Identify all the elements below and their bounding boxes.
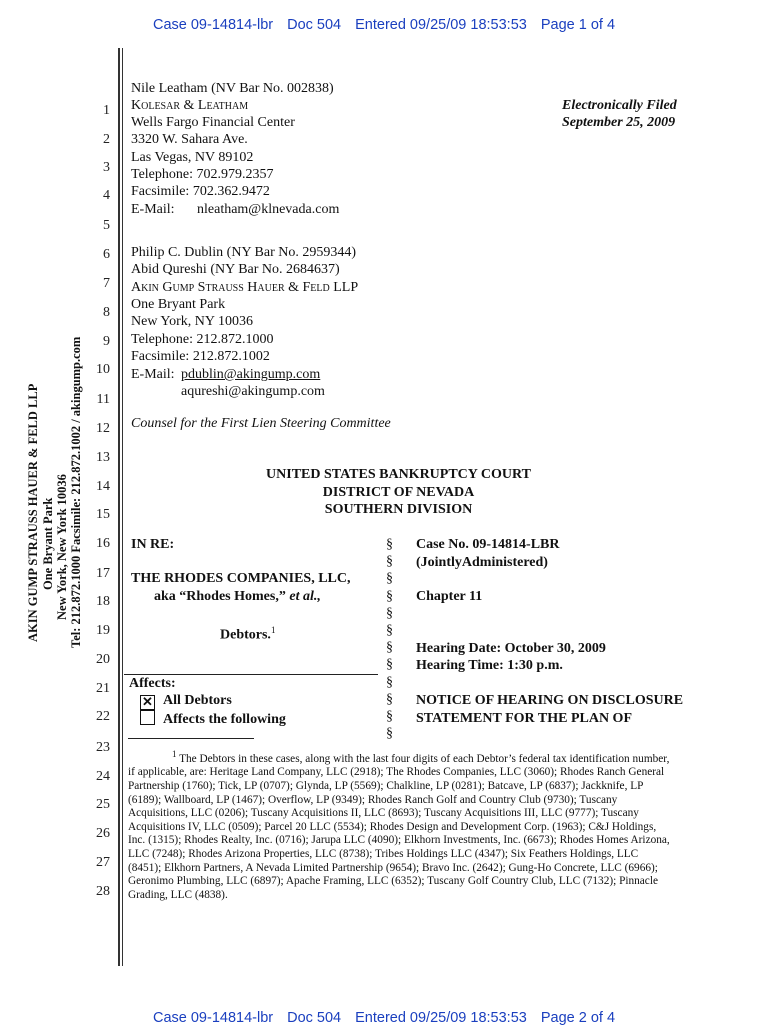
filed-date: September 25, 2009	[562, 115, 676, 130]
counsel1-building: Wells Fargo Financial Center	[131, 115, 295, 130]
section-symbol: §	[386, 709, 393, 724]
line-number: 16	[96, 536, 110, 551]
sidebar-address2: New York, New York 10036	[55, 474, 69, 620]
section-symbol: §	[386, 691, 393, 707]
footnote-mark: 1	[172, 749, 177, 759]
counsel2-email-label: E-Mail:	[131, 367, 175, 382]
counsel1-fax: Facsimile: 702.362.9472	[131, 184, 270, 199]
court-name: UNITED STATES BANKRUPTCY COURT	[266, 467, 531, 482]
line-number: 14	[96, 479, 110, 494]
notice-title-1: NOTICE OF HEARING ON DISCLOSURE	[416, 693, 684, 708]
notice-title-2: STATEMENT FOR THE PLAN OF	[416, 711, 632, 726]
entered-date: Entered 09/25/09 18:53:53	[355, 17, 527, 33]
court-district: DISTRICT OF NEVADA	[322, 485, 475, 500]
sidebar-address1: One Bryant Park	[41, 497, 55, 590]
counsel1-firm: Kolesar & Leatham	[131, 98, 249, 113]
docket-header	[0, 17, 768, 33]
line-number: 20	[96, 652, 110, 667]
next-entered-date: Entered 09/25/09 18:53:53	[355, 1010, 527, 1026]
counsel2-email2[interactable]: aqureshi@akingump.com	[181, 384, 325, 399]
all-debtors-label: All Debtors	[163, 693, 232, 708]
line-number: 27	[96, 855, 110, 870]
counsel2-street: One Bryant Park	[131, 297, 226, 312]
line-number: 2	[103, 132, 110, 147]
counsel2-fax: Facsimile: 212.872.1002	[131, 349, 270, 364]
footnote	[128, 748, 673, 902]
all-debtors-option[interactable]	[140, 692, 232, 710]
line-number: 4	[103, 188, 110, 203]
et-al: et al.,	[289, 589, 321, 604]
line-number: 17	[96, 566, 110, 581]
counsel2-city: New York, NY 10036	[131, 314, 253, 329]
line-number: 10	[96, 362, 110, 377]
debtor-company: THE RHODES COMPANIES, LLC,	[131, 571, 351, 586]
line-number: 7	[103, 276, 110, 291]
case-no: Case No. 09-14814-LBR	[416, 537, 560, 552]
footnote-ref: 1	[270, 625, 276, 635]
section-symbol: §	[386, 657, 393, 673]
section-symbol: §	[386, 623, 393, 638]
sidebar-contact: Tel: 212.872.1000 Facsimile: 212.872.1002 / akingump.com	[69, 336, 83, 648]
line-number: 28	[96, 884, 110, 899]
section-symbol: §	[386, 605, 393, 621]
sidebar-firm: AKIN GUMP STRAUSS HAUER & FELD LLP	[26, 383, 40, 642]
debtor-aka	[154, 588, 321, 605]
aka-text: aka “Rhodes Homes,”	[154, 589, 286, 604]
footnote-rule	[128, 738, 254, 739]
counsel1-email-label: E-Mail:	[131, 202, 175, 217]
section-symbol: §	[386, 640, 393, 656]
next-doc-number: Doc 504	[287, 1010, 342, 1026]
counsel1-email[interactable]: nleatham@klnevada.com	[197, 202, 340, 217]
line-number: 15	[96, 507, 110, 522]
debtors-label	[220, 622, 275, 644]
counsel1-phone: Telephone: 702.979.2357	[131, 167, 274, 182]
affects-following-checkbox[interactable]	[140, 710, 155, 725]
line-number: 21	[96, 681, 110, 696]
line-number: 23	[96, 740, 110, 755]
section-symbol: §	[386, 674, 393, 690]
court-division: SOUTHERN DIVISION	[324, 502, 473, 517]
line-number: 18	[96, 594, 110, 609]
hearing-date: Hearing Date: October 30, 2009	[416, 641, 606, 656]
next-page-number: Page 2 of 4	[540, 1010, 616, 1026]
line-number: 5	[103, 218, 110, 233]
section-symbol: §	[386, 571, 393, 587]
line-number: 8	[103, 305, 110, 320]
all-debtors-checkbox[interactable]: ✕	[140, 695, 155, 710]
affects-following-label: Affects the following	[163, 712, 286, 727]
counsel1-city: Las Vegas, NV 89102	[131, 150, 254, 165]
counsel2-name2: Abid Qureshi (NY Bar No. 2684637)	[131, 262, 340, 277]
line-number: 1	[103, 103, 110, 118]
affects-following-option[interactable]	[140, 710, 286, 728]
section-symbol: §	[386, 726, 393, 742]
counsel2-name1: Philip C. Dublin (NY Bar No. 2959344)	[131, 245, 357, 260]
in-re: IN RE:	[131, 537, 175, 552]
debtors-text: Debtors.	[220, 627, 271, 643]
jointly-administered: (JointlyAdministered)	[416, 555, 548, 570]
line-number: 19	[96, 623, 110, 638]
line-number: 25	[96, 797, 110, 812]
counsel2-firm: Akin Gump Strauss Hauer & Feld LLP	[131, 280, 359, 295]
line-number: 12	[96, 421, 110, 436]
next-case-number: Case 09-14814-lbr	[152, 1010, 274, 1026]
section-symbol: §	[386, 588, 393, 604]
line-number: 3	[103, 160, 110, 175]
case-number: Case 09-14814-lbr	[152, 17, 274, 33]
line-number: 6	[103, 247, 110, 262]
affects-label: Affects:	[129, 676, 176, 691]
counsel2-email1[interactable]: pdublin@akingump.com	[181, 367, 321, 382]
line-number: 26	[96, 826, 110, 841]
chapter: Chapter 11	[416, 589, 483, 604]
section-symbol: §	[386, 554, 393, 570]
line-number: 24	[96, 769, 110, 784]
footnote-text: The Debtors in these cases, along with the last four digits of each Debtor’s federal tax identification number, if applicable, are: Heritage Land Company, LLC (2918); The Rhodes Companies, LLC (3060); Rhodes Ranch General Partnership (1760); Tick, LP (0707); Glynda, LP (5569); Chalkline, LP (0281); Batcave, LP (6837); Jackknife, LP (6189); Wallboard, LP (1467); Overflow, LP (9349); Rhodes Ranch Golf and Country Club (9730); Tuscany Acquisitions, LLC (0206); Tuscany Acquisitions II, LLC (8693); Tuscany Acquisitions III, LLC (9777); Tuscany Acquisitions IV, LLC (0509); Parcel 20 LLC (5534); Rhodes Design and Development Corp. (1963); C&J Holdings, Inc. (1315); Rhodes Realty, Inc. (0716); Jarupa LLC (4090); Elkhorn Investments, Inc. (6673); Rhodes Homes Arizona, LLC (7248); Rhodes Arizona Properties, LLC (8738); Tribes Holdings LLC (4347); Six Feathers Holdings, LLC (8451); Elkhorn Partners, A Nevada Limited Partnership (9654); Bravo Inc. (2642); Gung-Ho Concrete, LLC (6966); Geronimo Plumbing, LLC (6897); Apache Framing, LLC (6352); Tuscany Golf Country Club, LLC (7132); Pinnacle Grading, LLC (4838).	[128, 752, 670, 901]
page-number: Page 1 of 4	[540, 17, 616, 33]
section-symbol: §	[386, 537, 393, 552]
line-number: 22	[96, 709, 110, 724]
line-number: 9	[103, 334, 110, 349]
line-number: 13	[96, 450, 110, 465]
hearing-time: Hearing Time: 1:30 p.m.	[416, 658, 563, 673]
doc-number: Doc 504	[287, 17, 342, 33]
counsel2-phone: Telephone: 212.872.1000	[131, 332, 274, 347]
counsel-role: Counsel for the First Lien Steering Committee	[131, 416, 391, 431]
counsel1-name: Nile Leatham (NV Bar No. 002838)	[131, 81, 334, 96]
line-number: 11	[96, 392, 110, 407]
filed-label: Electronically Filed	[562, 98, 677, 113]
counsel1-street: 3320 W. Sahara Ave.	[131, 132, 248, 147]
